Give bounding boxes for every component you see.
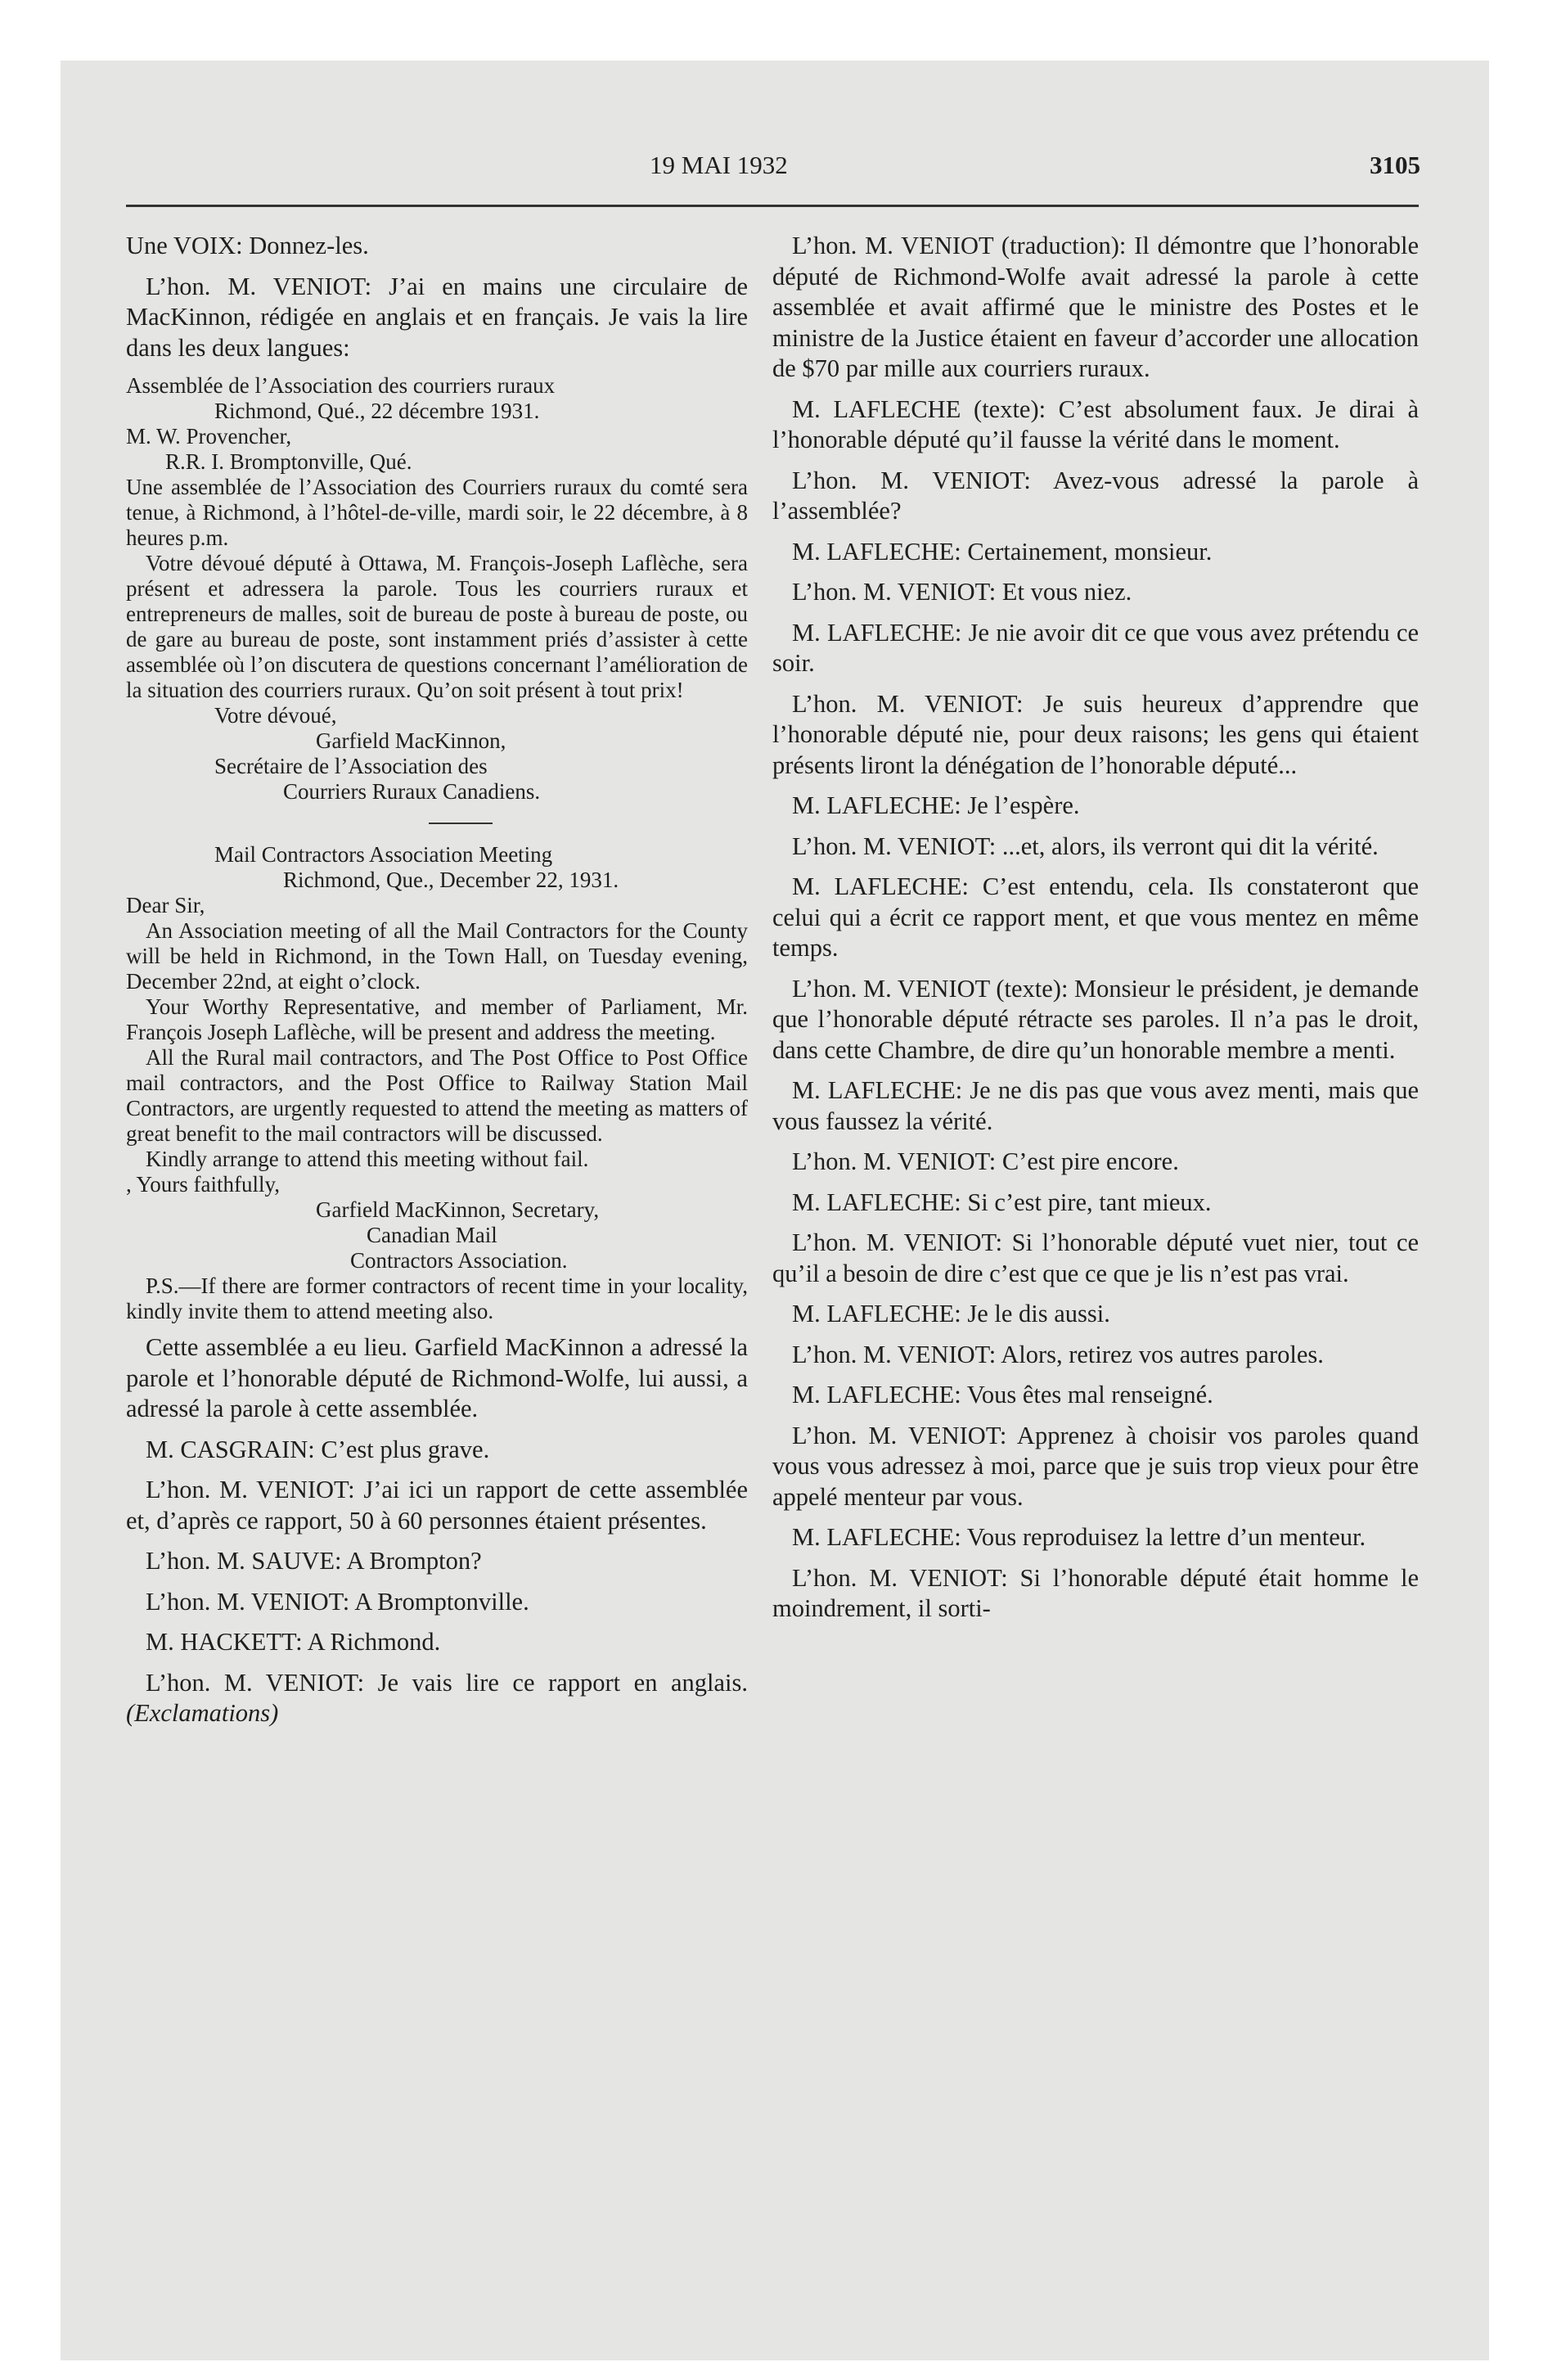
speech-paragraph (126, 1668, 748, 1729)
french-circular (126, 373, 748, 805)
page-number: 3105 (1370, 151, 1420, 179)
speech-paragraph: L’hon. M. VENIOT: Je suis heureux d’apprendre que l’honorable député nie, pour deux raisons; les gens qui étaient présents liront la dénégation de l’honorable député... (772, 689, 1419, 779)
speech-paragraph: L’hon. M. VENIOT: Alors, retirez vos autres paroles. (792, 1340, 1324, 1368)
header-rule (126, 205, 1419, 207)
speech-paragraph: M. LAFLECHE: Vous reproduisez la lettre d’un menteur. (792, 1523, 1366, 1551)
speech-paragraph: L’hon. M. VENIOT: Avez-vous adressé la parole à l’assemblée? (772, 466, 1419, 525)
circular-address: R.R. I. Bromptonville, Qué. (165, 449, 412, 474)
circular-heading: Assemblée de l’Association des courriers ruraux (126, 373, 556, 398)
speech-paragraph: M. LAFLECHE: Si c’est pire, tant mieux. (792, 1188, 1212, 1216)
speech-paragraph: L’hon. M. VENIOT: J’ai ici un rapport de cette assemblée et, d’après ce rapport, 50 à 60 personnes étaient présentes. (126, 1476, 748, 1535)
speech-paragraph: M. LAFLECHE: Je l’espère. (792, 791, 1080, 819)
speech-paragraph: L’hon. M. VENIOT: C’est pire encore. (792, 1147, 1179, 1175)
circular-body: Une assemblée de l’Association des Courriers ruraux du comté sera tenue, à Richmond, à l’hôtel-de-ville, mardi soir, le 22 décembre, à 8 heures p.m. (126, 475, 748, 550)
circular-body: Votre dévoué député à Ottawa, M. François-Joseph Laflèche, sera présent et adressera la parole. Tous les courriers ruraux et entrepreneurs de malles, soit de bureau de poste à bureau de poste, ou de gare au bureau de poste, sont instamment priés d’assister à cette assemblée où l’on discutera de questions concernant l’amélioration de la situation des courriers ruraux. Qu’on soit présent à tout prix! (126, 551, 748, 702)
header-date: 19 MAI 1932 (650, 151, 788, 179)
english-circular (126, 842, 748, 1324)
circular-signature-title: Secrétaire de l’Association des (214, 754, 488, 778)
circular-heading: Mail Contractors Association Meeting (214, 842, 553, 867)
circular-postscript: P.S.—If there are former contractors of recent time in your locality, kindly invite them to attend meeting also. (126, 1273, 748, 1323)
speech-paragraph: L’hon. M. VENIOT (texte): Monsieur le président, je demande que l’honorable député rétracte ses paroles. Il n’a pas le droit, dans cette Chambre, de dire qu’un honorable membre a menti. (772, 974, 1419, 1064)
circular-body: Kindly arrange to attend this meeting without fail. (146, 1147, 589, 1171)
speech-paragraph: L’hon. M. VENIOT: Si l’honorable député était homme le moindrement, il sorti- (772, 1563, 1419, 1622)
circular-signature-org: Contractors Association. (350, 1248, 568, 1273)
speech-paragraph: L’hon. M. VENIOT: A Bromptonville. (146, 1587, 529, 1616)
speech-paragraph: L’hon. M. VENIOT (traduction): Il démontre que l’honorable député de Richmond-Wolfe avait adressé la parole à cette assemblée et avait affirmé que le ministre des Postes et le ministre de la Justice étaient en faveur d’accorder une allocation de $70 par mille aux courriers ruraux. (772, 232, 1419, 382)
circular-signature: Garfield MacKinnon, Secretary, (316, 1197, 600, 1222)
speech-paragraph: L’hon. M. VENIOT: Si l’honorable député vuet nier, tout ce qu’il a besoin de dire c’est que ce que je lis n’est pas vrai. (772, 1228, 1419, 1287)
page-header (61, 151, 1489, 192)
italic-aside: (Exclamations) (126, 1699, 279, 1727)
left-column (126, 231, 748, 1739)
circular-body: All the Rural mail contractors, and The Post Office to Post Office mail contractors, and the Post Office to Railway Station Mail Contractors, are urgently requested to attend the meeting as matters of great benefit to the mail contractors will be discussed. (126, 1045, 748, 1146)
speech-paragraph: L’hon. M. VENIOT: J’ai en mains une circulaire de MacKinnon, rédigée en anglais et en français. Je vais la lire dans les deux langues: (126, 272, 748, 362)
circular-closing: , Yours faithfully, (126, 1172, 281, 1197)
circular-heading-place: Richmond, Que., December 22, 1931. (283, 868, 619, 892)
speech-paragraph: M. LAFLECHE: Je le dis aussi. (792, 1300, 1110, 1327)
scanned-page (61, 61, 1489, 2360)
circular-signature-org: Canadian Mail (367, 1223, 497, 1247)
speech-text: L’hon. M. VENIOT: Je vais lire ce rapport en anglais. (146, 1668, 748, 1697)
speech-paragraph: M. LAFLECHE: C’est entendu, cela. Ils constateront que celui qui a écrit ce rapport ment, et que vous mentez en même temps. (772, 872, 1419, 962)
speech-paragraph: M. LAFLECHE (texte): C’est absolument faux. Je dirai à l’honorable député qu’il fausse la vérité dans le moment. (772, 394, 1419, 453)
circular-closing: Votre dévoué, (214, 703, 337, 728)
circular-signature-org: Courriers Ruraux Canadiens. (283, 779, 541, 804)
right-column (772, 231, 1419, 1634)
speech-paragraph: M. CASGRAIN: C’est plus grave. (146, 1435, 490, 1463)
circular-addressee: M. W. Provencher, (126, 424, 292, 449)
spacer (126, 1324, 748, 1332)
speech-paragraph: M. HACKETT: A Richmond. (146, 1628, 441, 1656)
speech-paragraph: M. LAFLECHE: Je nie avoir dit ce que vous avez prétendu ce soir. (772, 618, 1419, 677)
circular-signature: Garfield MacKinnon, (316, 728, 506, 753)
speech-paragraph: Cette assemblée a eu lieu. Garfield MacKinnon a adressé la parole et l’honorable député de Richmond-Wolfe, lui aussi, a adressé la parole à cette assemblée. (126, 1333, 748, 1422)
section-divider (429, 823, 493, 824)
speech-paragraph: L’hon. M. VENIOT: Apprenez à choisir vos paroles quand vous vous adressez à moi, parce que je suis trop vieux pour être appelé menteur par vous. (772, 1421, 1419, 1511)
speech-paragraph: M. LAFLECHE: Vous êtes mal renseigné. (792, 1381, 1213, 1409)
speech-paragraph: L’hon. M. VENIOT: ...et, alors, ils verront qui dit la vérité. (792, 832, 1379, 860)
speech-paragraph: L’hon. M. VENIOT: Et vous niez. (792, 578, 1132, 606)
circular-heading-place: Richmond, Qué., 22 décembre 1931. (214, 399, 540, 423)
speech-paragraph: M. LAFLECHE: Certainement, monsieur. (792, 537, 1213, 566)
speech-paragraph: M. LAFLECHE: Je ne dis pas que vous avez menti, mais que vous faussez la vérité. (772, 1076, 1419, 1135)
circular-body: An Association meeting of all the Mail Contractors for the County will be held in Richmond, in the Town Hall, on Tuesday evening, December 22nd, at eight o’clock. (126, 918, 748, 994)
circular-salutation: Dear Sir, (126, 893, 205, 917)
circular-body: Your Worthy Representative, and member of Parliament, Mr. François Joseph Laflèche, will be present and address the meeting. (126, 994, 748, 1044)
speech-paragraph: Une VOIX: Donnez-les. (126, 232, 369, 259)
speech-paragraph: L’hon. M. SAUVE: A Brompton? (146, 1547, 482, 1575)
